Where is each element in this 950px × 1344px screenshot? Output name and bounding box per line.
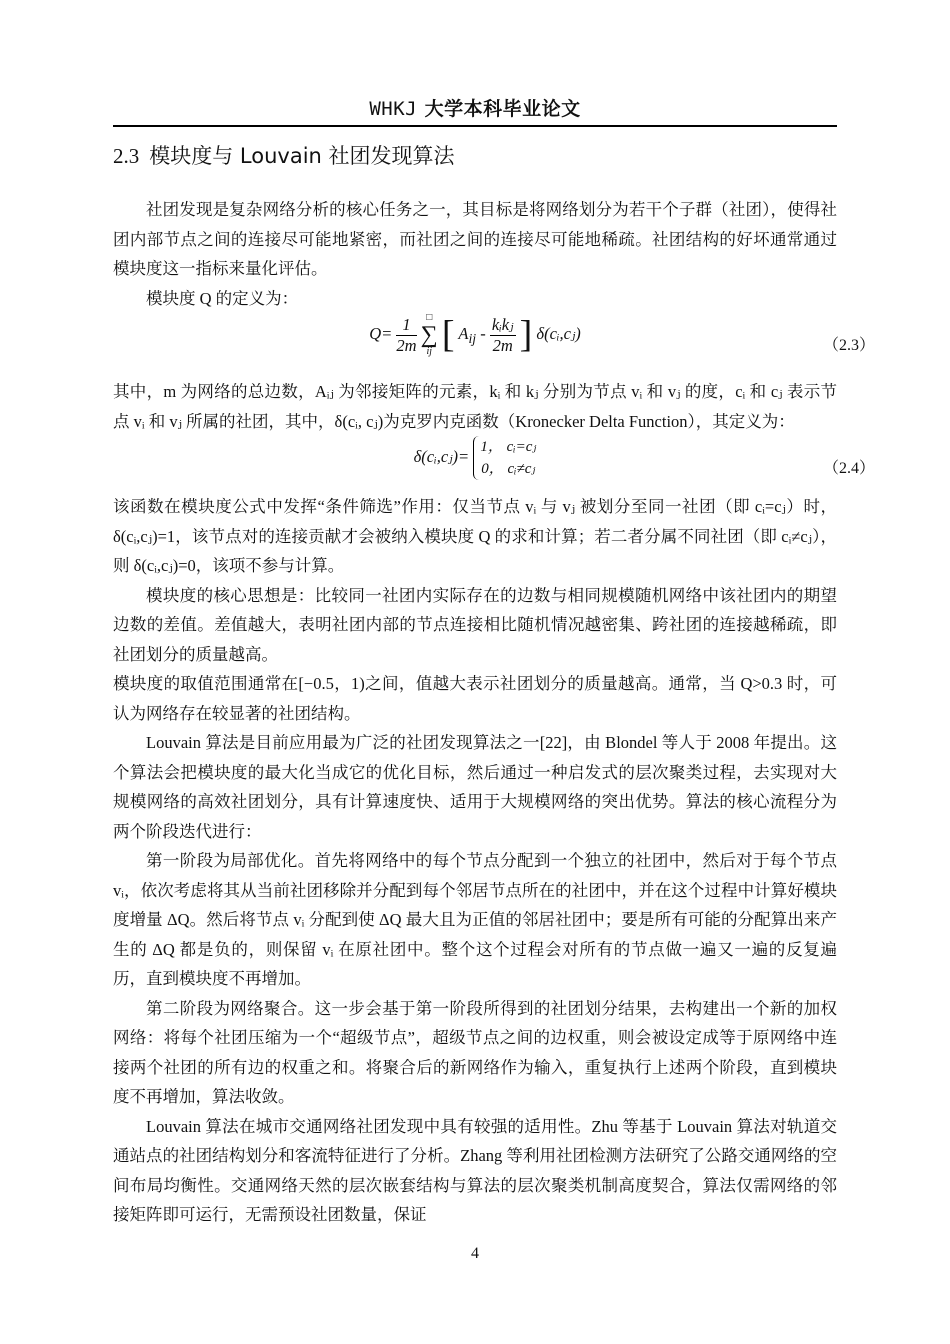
paragraph-range: 模块度的取值范围通常在[−0.5，1)之间，值越大表示社团划分的质量越高。通常，当 Q>0.3 时，可认为网络存在较显著的社团结构。 [113, 674, 837, 723]
equation-2-3 [113, 312, 875, 377]
paragraph-modularity-def: 模块度 Q 的定义为： [146, 288, 299, 308]
paragraph-phase-1: 第一阶段为局部优化。首先将网络中的每个节点分配到一个独立的社团中，然后对于每个节点 vᵢ，依次考虑将其从当前社团移除并分配到每个邻居节点所在的社团中，并在这个过程中计算好模块度增量 ΔQ。然后将节点 vᵢ 分配到使 ΔQ 最大且为正值的邻居社团中；要是所有可能的分配算出来产生的 ΔQ 都是负的，则保留 vᵢ 在原社团中。整个这个过程会对所有的节点做一遍又一遍的反复遍历，直到模块度不再增加。 [113, 851, 837, 988]
paragraph-filter: 该函数在模块度公式中发挥“条件筛选”作用：仅当节点 vᵢ 与 vⱼ 被划分至同一社团（即 cᵢ=cⱼ）时，δ(cᵢ,cⱼ)=1，该节点对的连接贡献才会被纳入模块度 Q 的求和计算；若二者分属不同社团（即 cᵢ≠cⱼ），则 δ(cᵢ,cⱼ)=0，该项不参与计算。 [113, 497, 837, 575]
eq2-case-1: 1， cᵢ=cⱼ [480, 439, 537, 455]
paragraph-core-idea: 模块度的核心思想是：比较同一社团内实际存在的边数与相同规模随机网络中该社团内的期望边数的差值。差值越大，表明社团内部的节点连接相比随机情况越密集、跨社团的连接越稀疏，即社团划分的质量越高。 [113, 585, 837, 664]
eq2-case-2: 0， cᵢ≠cⱼ [481, 461, 536, 477]
sum-sub: ij [426, 346, 432, 357]
paragraph-louvain-intro: Louvain 算法是目前应用最为广泛的社团发现算法之一[22]，由 Blondel 等人于 2008 年提出。这个算法会把模块度的最大化当成它的优化目标，然后通过一种启发式的层次聚类过程，去实现对大规模网络的高效社团划分，具有计算速度快、适用于大规模网络的突出优势。算法的核心流程分为两个阶段迭代进行： [113, 733, 837, 841]
eq-minus: - [480, 323, 486, 343]
section-number: 2.3 [113, 144, 140, 168]
section-heading [113, 140, 455, 170]
header-brand: WHKJ [369, 98, 418, 120]
eq-lhs: Q= [369, 323, 393, 343]
page-number: 4 [471, 1245, 479, 1262]
eq-fraction-2 [490, 315, 516, 356]
eq-frac2-num: kᵢkⱼ [491, 314, 514, 334]
eq-fraction-1 [396, 315, 416, 356]
right-bracket: ] [519, 313, 533, 356]
paragraph-intro: 社团发现是复杂网络分析的核心任务之一，其目标是将网络划分为若干个子群（社团），使得社团内部节点之间的连接尽可能地紧密，而社团之间的连接尽可能地稀疏。社团结构的好坏通常通过模块度这一指标来量化评估。 [113, 200, 837, 278]
header-subtitle: 大学本科毕业论文 [424, 98, 581, 120]
section-title: 模块度与 Louvain 社团发现算法 [149, 144, 455, 168]
left-bracket: [ [441, 313, 455, 356]
eq-a-term: A [458, 323, 469, 343]
body-text [113, 195, 875, 1230]
paragraph-applicability: Louvain 算法在城市交通网络社团发现中具有较强的适用性。Zhu 等基于 Louvain 算法对轨道交通站点的社团结构划分和客流特征进行了分析。Zhang 等利用社团检测方法研究了公路交通网络的空间布局均衡性。交通网络天然的层次嵌套结构与算法的层次聚类机制高度契合，算法仅需网络的邻接矩阵即可运行，无需预设社团数量，保证 [113, 1116, 837, 1224]
equation-number-2-3: （2.3） [822, 337, 875, 354]
sum-top: □ [426, 312, 433, 323]
eq2-cases [473, 436, 536, 480]
eq2-lhs: δ(cᵢ,cⱼ)= [413, 446, 470, 466]
modularity-formula [113, 313, 837, 357]
equation-number-2-4: （2.4） [822, 460, 875, 477]
eq-frac2-den: 2m [492, 335, 513, 355]
sum-symbol: □ ∑ ij [420, 312, 438, 357]
paragraph-variables: 其中，m 为网络的总边数，Aᵢⱼ 为邻接矩阵的元素，kᵢ 和 kⱼ 分别为节点 vᵢ 和 vⱼ 的度，cᵢ 和 cⱼ 表示节点 vᵢ 和 vⱼ 所属的社团，其中，δ(cᵢ, cⱼ)为克罗内克函数（Kronecker Delta Function），其定义为： [113, 382, 837, 431]
equation-2-4 [113, 436, 875, 492]
eq-delta: δ(cᵢ,cⱼ) [536, 323, 581, 343]
paragraph-phase-2: 第二阶段为网络聚合。这一步会基于第一阶段所得到的社团划分结果，去构建出一个新的加权网络：将每个社团压缩为一个“超级节点”，超级节点之间的边权重，则会被设定成等于原网络中连接两个社团的所有边的权重之和。将聚合后的新网络作为输入，重复执行上述两个阶段，直到模块度不再增加，算法收敛。 [113, 998, 837, 1106]
eq-frac1-den: 2m [396, 335, 417, 355]
page-header [113, 94, 837, 127]
kronecker-formula [113, 436, 837, 480]
eq-frac1-num: 1 [396, 315, 416, 336]
eq-a-sub: ij [468, 331, 477, 347]
